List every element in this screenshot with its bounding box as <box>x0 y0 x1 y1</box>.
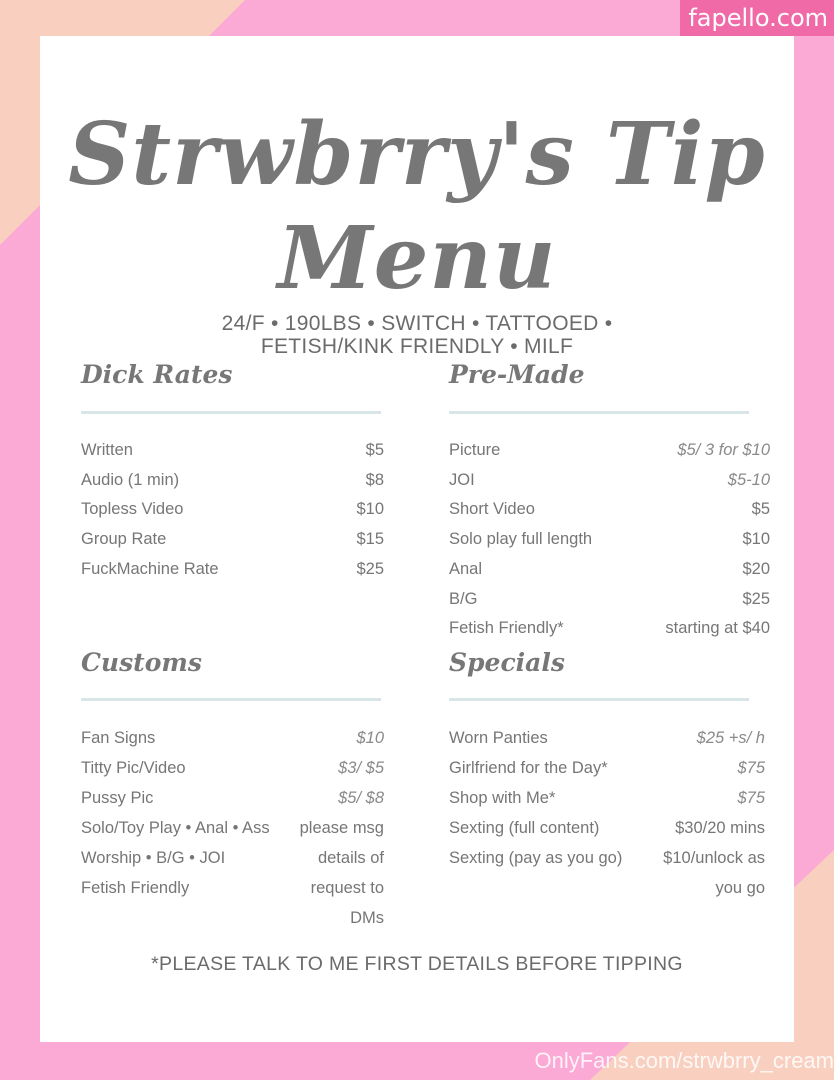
item-label: B/G <box>449 590 478 608</box>
item-price: $25 +s/ h <box>696 729 765 747</box>
item-price: $5 <box>751 500 770 518</box>
list-item <box>449 879 765 898</box>
list-item <box>81 849 384 868</box>
section-title-customs: Customs <box>81 648 202 677</box>
item-price: $10 <box>356 729 384 747</box>
item-label: JOI <box>449 471 475 489</box>
item-label: Fan Signs <box>81 729 156 747</box>
list-item <box>449 441 770 460</box>
item-label: Sexting (pay as you go) <box>449 849 623 867</box>
item-price: starting at $40 <box>665 619 770 637</box>
list-item <box>449 819 765 838</box>
list-item <box>81 819 384 838</box>
list-item <box>449 500 770 519</box>
list-item <box>81 879 384 898</box>
item-label: Worship • B/G • JOI <box>81 849 226 867</box>
list-item <box>81 441 384 460</box>
list-item <box>81 560 384 579</box>
item-price: $5/ $8 <box>338 789 384 807</box>
list-item <box>81 729 384 748</box>
item-price: $5/ 3 for $10 <box>677 441 770 459</box>
item-price: $75 <box>737 789 765 807</box>
list-item <box>449 530 770 549</box>
subtitle-line2: FETISH/KINK FRIENDLY • MILF <box>260 335 574 358</box>
item-label: Written <box>81 441 133 459</box>
item-label: Picture <box>449 441 501 459</box>
section-title-pre-made: Pre-Made <box>449 360 585 389</box>
list-item <box>81 909 384 928</box>
subtitle-line1: 24/F • 190LBS • SWITCH • TATTOOED • <box>221 312 613 335</box>
site-watermark[interactable]: fapello.com <box>680 0 834 36</box>
item-price: $30/20 mins <box>675 819 765 837</box>
item-price: $3/ $5 <box>338 759 384 777</box>
item-price: $10 <box>356 500 384 518</box>
item-label: Solo/Toy Play • Anal • Ass <box>81 819 270 837</box>
list-item <box>449 789 765 808</box>
item-price: DMs <box>350 909 384 927</box>
item-price: $10/unlock as <box>663 849 765 867</box>
section-divider <box>81 411 381 414</box>
section-divider <box>449 411 749 414</box>
section-divider <box>81 698 381 701</box>
section-divider <box>449 698 749 701</box>
item-price: you go <box>715 879 765 897</box>
item-price: $25 <box>356 560 384 578</box>
item-price: $8 <box>365 471 384 489</box>
list-item <box>81 759 384 778</box>
footer-note: *PLEASE TALK TO ME FIRST DETAILS BEFORE TIPPING <box>151 953 683 975</box>
list-item <box>449 560 770 579</box>
item-price: details of <box>317 849 384 867</box>
item-label: Fetish Friendly <box>81 879 190 897</box>
item-price: $10 <box>742 530 770 548</box>
item-label: Short Video <box>449 500 535 518</box>
section-title-specials: Specials <box>449 648 565 677</box>
item-label: Shop with Me* <box>449 789 556 807</box>
item-price: $15 <box>356 530 384 548</box>
item-label: Girlfriend for the Day* <box>449 759 608 777</box>
item-label: Pussy Pic <box>81 789 154 807</box>
item-price: $20 <box>742 560 770 578</box>
item-price: $25 <box>742 590 770 608</box>
item-label: Group Rate <box>81 530 167 548</box>
item-label: Titty Pic/Video <box>81 759 186 777</box>
item-price: $75 <box>737 759 765 777</box>
item-label: Solo play full length <box>449 530 593 548</box>
item-label: Fetish Friendly* <box>449 619 564 637</box>
list-item <box>449 849 765 868</box>
item-price: $5 <box>365 441 384 459</box>
item-label: Audio (1 min) <box>81 471 180 489</box>
item-label: FuckMachine Rate <box>81 560 219 578</box>
menu-title-line1: Strwbrry's Tip <box>68 104 766 205</box>
list-item <box>81 471 384 490</box>
list-item <box>81 500 384 519</box>
item-label: Sexting (full content) <box>449 819 600 837</box>
list-item <box>81 789 384 808</box>
item-label: Topless Video <box>81 500 184 518</box>
list-item <box>449 619 770 638</box>
onlyfans-watermark: OnlyFans.com/strwbrry_cream <box>534 1048 834 1073</box>
section-title-dick-rates: Dick Rates <box>81 360 233 389</box>
item-price: request to <box>310 879 384 897</box>
list-item <box>449 759 765 778</box>
list-item <box>449 590 770 609</box>
list-item <box>449 471 770 490</box>
item-price: please msg <box>299 819 384 837</box>
item-label: Worn Panties <box>449 729 548 747</box>
item-label: Anal <box>449 560 483 578</box>
menu-title-line2: Menu <box>277 208 557 309</box>
list-item <box>449 729 765 748</box>
item-price: $5-10 <box>727 471 770 489</box>
list-item <box>81 530 384 549</box>
